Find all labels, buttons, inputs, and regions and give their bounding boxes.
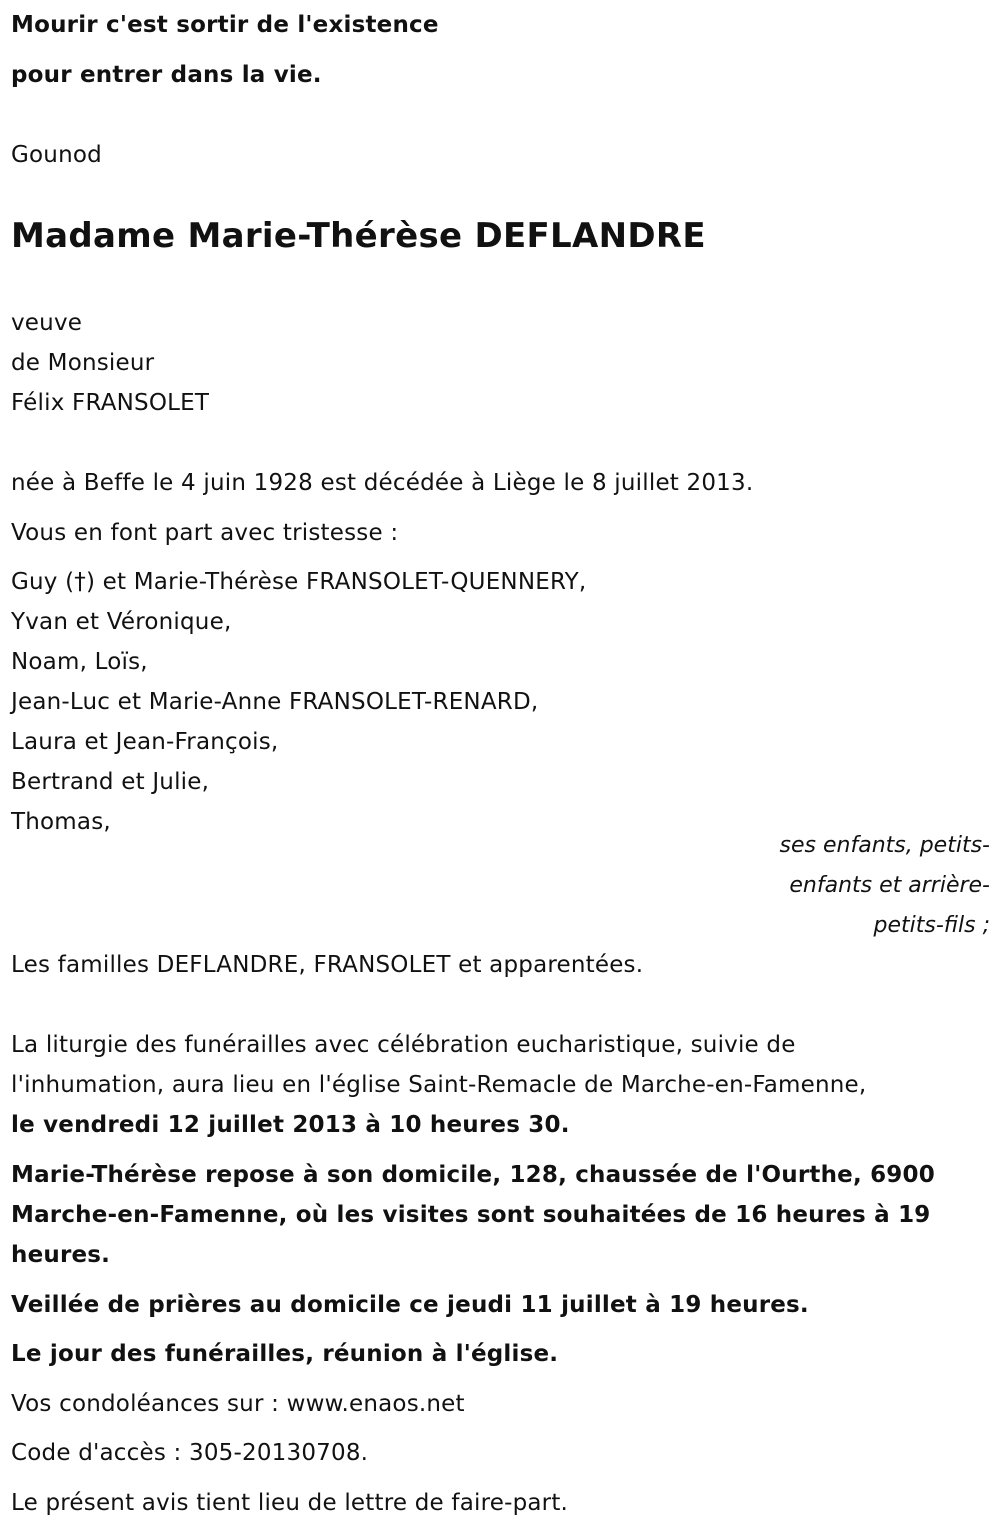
family-line: Yvan et Véronique,: [11, 609, 232, 635]
birth-death-line: née à Beffe le 4 juin 1928 est décédée à Liège le 8 juillet 2013.: [11, 470, 754, 496]
family-line: Thomas,: [11, 809, 111, 835]
condolences-line: Vos condoléances sur : www.enaos.net: [11, 1391, 465, 1417]
family-line: Laura et Jean-François,: [11, 729, 279, 755]
epigraph-author: Gounod: [11, 142, 102, 168]
repose-line-3: heures.: [11, 1242, 111, 1268]
relation-line: enfants et arrière-: [789, 873, 990, 898]
notice-line: Le présent avis tient lieu de lettre de faire-part.: [11, 1490, 569, 1516]
epigraph-line-1: Mourir c'est sortir de l'existence: [11, 12, 439, 38]
announcement-intro: Vous en font part avec tristesse :: [11, 520, 399, 546]
relation-line: petits-fils ;: [873, 913, 990, 938]
epigraph-line-2: pour entrer dans la vie.: [11, 62, 322, 88]
status-line-3: Félix FRANSOLET: [11, 390, 210, 416]
liturgy-line-2: l'inhumation, aura lieu en l'église Saint-Remacle de Marche-en-Famenne,: [11, 1072, 867, 1098]
family-line: Bertrand et Julie,: [11, 769, 210, 795]
status-line-1: veuve: [11, 310, 83, 336]
funeral-date: le vendredi 12 juillet 2013 à 10 heures 30.: [11, 1112, 570, 1138]
family-line: Guy (†) et Marie-Thérèse FRANSOLET-QUENNERY,: [11, 569, 587, 595]
family-line: Noam, Loïs,: [11, 649, 148, 675]
meeting-line: Le jour des funérailles, réunion à l'église.: [11, 1341, 559, 1367]
access-code-line: Code d'accès : 305-20130708.: [11, 1440, 369, 1466]
vigil-line: Veillée de prières au domicile ce jeudi 11 juillet à 19 heures.: [11, 1292, 809, 1318]
relation-line: ses enfants, petits-: [779, 833, 990, 858]
status-line-2: de Monsieur: [11, 350, 155, 376]
family-line: Jean-Luc et Marie-Anne FRANSOLET-RENARD,: [11, 689, 539, 715]
deceased-name: Madame Marie-Thérèse DEFLANDRE: [11, 216, 706, 256]
repose-line-1: Marie-Thérèse repose à son domicile, 128, chaussée de l'Ourthe, 6900: [11, 1162, 935, 1188]
repose-line-2: Marche-en-Famenne, où les visites sont souhaitées de 16 heures à 19: [11, 1202, 931, 1228]
families-line: Les familles DEFLANDRE, FRANSOLET et apparentées.: [11, 952, 644, 978]
liturgy-line-1: La liturgie des funérailles avec célébration eucharistique, suivie de: [11, 1032, 796, 1058]
